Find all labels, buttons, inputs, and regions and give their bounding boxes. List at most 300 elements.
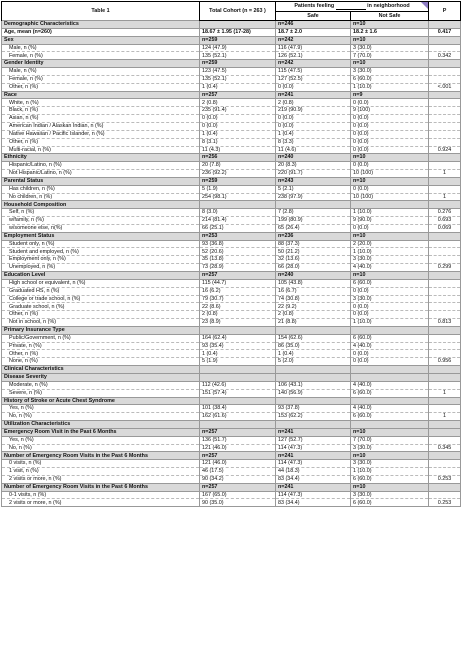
total-cohort-cell: n=253 <box>200 232 276 240</box>
safe-cell: 1 (0.4) <box>276 130 351 138</box>
table-row <box>2 279 461 287</box>
safe-cell <box>276 421 351 429</box>
safe-cell <box>276 201 351 209</box>
total-cohort-cell: 0 (0.0) <box>200 115 276 123</box>
p-value-cell: 1 <box>429 193 461 201</box>
safe-cell: 153 (62.2) <box>276 413 351 421</box>
safe-cell: n=241 <box>276 428 351 436</box>
safe-cell: 44 (18.3) <box>276 468 351 476</box>
p-value-cell: 0.299 <box>429 264 461 272</box>
row-label: Public/Government, n (%) <box>2 334 200 342</box>
total-cohort-cell: 236 (92.2) <box>200 170 276 178</box>
table-row <box>2 491 461 499</box>
not-safe-cell: 2 (20.0) <box>351 240 429 248</box>
section-header-row <box>2 232 461 240</box>
safe-cell: 65 (26.4) <box>276 224 351 232</box>
row-label: Multi-racial, n (%) <box>2 146 200 154</box>
table-row <box>2 248 461 256</box>
row-label: Hispanic/Latino, n (%) <box>2 162 200 170</box>
table-row <box>2 107 461 115</box>
total-cohort-cell: 5 (1.9) <box>200 358 276 366</box>
row-label: Male, n (%) <box>2 44 200 52</box>
safe-cell: 114 (47.3) <box>276 491 351 499</box>
row-label: Student and employed, n (%) <box>2 248 200 256</box>
safe-cell: 127 (52.7) <box>276 436 351 444</box>
table-row <box>2 342 461 350</box>
not-safe-cell: 9 (100) <box>351 107 429 115</box>
table-row <box>2 303 461 311</box>
not-safe-cell <box>351 373 429 381</box>
total-cohort-cell: 8 (3.0) <box>200 209 276 217</box>
table-row <box>2 499 461 507</box>
total-cohort-cell: 112 (42.6) <box>200 381 276 389</box>
table-row <box>2 99 461 107</box>
safe-cell: 106 (43.1) <box>276 381 351 389</box>
total-cohort-cell <box>200 373 276 381</box>
total-cohort-cell: 8 (3.1) <box>200 138 276 146</box>
row-label: Yes, n (%) <box>2 436 200 444</box>
p-value-cell <box>429 21 461 29</box>
p-value-cell: 1 <box>429 389 461 397</box>
row-label: Number of Emergency Room Visits in the Past 6 Months <box>2 452 200 460</box>
row-label: Female, n (%) <box>2 52 200 60</box>
table-row <box>2 413 461 421</box>
p-value-cell: <.001 <box>429 83 461 91</box>
table-row <box>2 256 461 264</box>
section-header-row <box>2 272 461 280</box>
row-label: High school or equivalent, n (%) <box>2 279 200 287</box>
p-value-cell <box>429 130 461 138</box>
row-label: Private, n (%) <box>2 342 200 350</box>
not-safe-cell: n=10 <box>351 60 429 68</box>
safe-cell: n=241 <box>276 483 351 491</box>
not-safe-cell: 0 (0.0) <box>351 350 429 358</box>
not-safe-cell: 0 (0.0) <box>351 358 429 366</box>
table-row <box>2 83 461 91</box>
total-cohort-cell: 167 (65.0) <box>200 491 276 499</box>
p-value-cell <box>429 452 461 460</box>
total-cohort-cell: 18.67 ± 1.95 (17-28) <box>200 28 276 36</box>
not-safe-cell: 3 (30.0) <box>351 295 429 303</box>
not-safe-cell <box>351 366 429 374</box>
row-label: Asian, n (%) <box>2 115 200 123</box>
total-cohort-cell: 1 (0.4) <box>200 130 276 138</box>
not-safe-cell: 3 (30.0) <box>351 68 429 76</box>
table-row <box>2 405 461 413</box>
p-value-cell <box>429 405 461 413</box>
table-row <box>2 334 461 342</box>
safe-cell: 88 (37.3) <box>276 240 351 248</box>
total-cohort-cell: n=259 <box>200 177 276 185</box>
row-label: 0 visits, n (%) <box>2 460 200 468</box>
row-label: 0-1 visits, n (%) <box>2 491 200 499</box>
safe-cell: 32 (13.6) <box>276 256 351 264</box>
not-safe-cell: 4 (40.0) <box>351 264 429 272</box>
total-cohort-cell <box>200 201 276 209</box>
row-label: Primary Insurance Type <box>2 326 200 334</box>
p-value-cell <box>429 232 461 240</box>
table-row <box>2 115 461 123</box>
p-value-cell: 0.342 <box>429 52 461 60</box>
safe-cell: 105 (43.8) <box>276 279 351 287</box>
p-value-cell <box>429 60 461 68</box>
not-safe-cell: 0 (0.0) <box>351 185 429 193</box>
total-cohort-cell: n=257 <box>200 483 276 491</box>
not-safe-cell: 0 (0.0) <box>351 138 429 146</box>
p-value-cell <box>429 201 461 209</box>
table-row <box>2 193 461 201</box>
row-label: Other, n (%) <box>2 138 200 146</box>
safe-cell: 220 (91.7) <box>276 170 351 178</box>
p-value-cell <box>429 115 461 123</box>
corner-flag-icon <box>421 2 428 9</box>
blank-underline <box>336 5 366 10</box>
row-label: Moderate, n (%) <box>2 381 200 389</box>
safe-cell: 127 (52.5) <box>276 75 351 83</box>
row-label: Emergency Room Visit in the Past 6 Months <box>2 428 200 436</box>
not-safe-cell: 1 (10.0) <box>351 468 429 476</box>
not-safe-cell: 3 (30.0) <box>351 256 429 264</box>
table-row <box>2 75 461 83</box>
total-cohort-cell <box>200 326 276 334</box>
safe-cell: 1 (0.4) <box>276 350 351 358</box>
section-header-row <box>2 452 461 460</box>
row-label: Black, n (%) <box>2 107 200 115</box>
section-header-row <box>2 201 461 209</box>
table-row <box>2 319 461 327</box>
safe-cell: 0 (0.0) <box>276 122 351 130</box>
p-value-header: P <box>429 2 461 21</box>
p-value-cell <box>429 279 461 287</box>
table-row <box>2 460 461 468</box>
table-row <box>2 436 461 444</box>
row-label: Number of Emergency Room Visits in the Past 6 Months <box>2 483 200 491</box>
total-cohort-cell: n=257 <box>200 91 276 99</box>
p-value-cell: 0.276 <box>429 209 461 217</box>
row-label: Graduated HS, n (%) <box>2 287 200 295</box>
in-neighborhood-text: in neighborhood <box>367 3 410 10</box>
not-safe-cell: 0 (0.0) <box>351 162 429 170</box>
table-row <box>2 28 461 36</box>
row-label: Parental Status <box>2 177 200 185</box>
p-value-cell: 1 <box>429 170 461 178</box>
table-row <box>2 217 461 225</box>
table-row <box>2 311 461 319</box>
safe-cell: n=243 <box>276 177 351 185</box>
row-label: Disease Severity <box>2 373 200 381</box>
row-label: Household Composition <box>2 201 200 209</box>
p-value-cell <box>429 75 461 83</box>
safe-cell: 154 (62.6) <box>276 334 351 342</box>
table-row <box>2 444 461 452</box>
total-cohort-cell: 121 (46.0) <box>200 460 276 468</box>
row-label: Unemployed, n (%) <box>2 264 200 272</box>
row-label: Other, n (%) <box>2 83 200 91</box>
total-cohort-cell: n=259 <box>200 36 276 44</box>
p-value-cell: 0.345 <box>429 444 461 452</box>
safe-cell: 114 (47.3) <box>276 444 351 452</box>
safe-cell: 126 (52.1) <box>276 52 351 60</box>
not-safe-cell: n=10 <box>351 21 429 29</box>
row-label: Other, n (%) <box>2 350 200 358</box>
total-cohort-cell: 93 (36.8) <box>200 240 276 248</box>
not-safe-cell: n=10 <box>351 272 429 280</box>
total-cohort-cell: 123 (47.5) <box>200 68 276 76</box>
row-label: Employment only, n (%) <box>2 256 200 264</box>
not-safe-cell: 3 (30.0) <box>351 460 429 468</box>
total-cohort-cell: 20 (7.8) <box>200 162 276 170</box>
row-label: Education Level <box>2 272 200 280</box>
total-cohort-cell: 66 (25.1) <box>200 224 276 232</box>
row-label: College or trade school, n (%) <box>2 295 200 303</box>
p-value-cell <box>429 303 461 311</box>
safe-cell: n=242 <box>276 60 351 68</box>
not-safe-cell: n=10 <box>351 177 429 185</box>
table-row <box>2 209 461 217</box>
p-value-cell <box>429 366 461 374</box>
p-value-cell <box>429 256 461 264</box>
row-label: Utilization Characteristics <box>2 421 200 429</box>
safe-cell: 219 (90.9) <box>276 107 351 115</box>
table-row <box>2 170 461 178</box>
not-safe-cell: 0 (0.0) <box>351 146 429 154</box>
section-header-row <box>2 366 461 374</box>
p-value-cell <box>429 122 461 130</box>
safe-cell: 74 (30.8) <box>276 295 351 303</box>
safe-cell: 5 (2.1) <box>276 185 351 193</box>
p-value-cell <box>429 381 461 389</box>
safe-cell: n=246 <box>276 21 351 29</box>
total-cohort-cell: n=257 <box>200 428 276 436</box>
row-label: Female, n (%) <box>2 75 200 83</box>
section-header-row <box>2 373 461 381</box>
not-safe-cell: n=9 <box>351 91 429 99</box>
total-cohort-cell: 151 (57.4) <box>200 389 276 397</box>
not-safe-cell: 0 (0.0) <box>351 130 429 138</box>
safe-cell: 114 (47.3) <box>276 460 351 468</box>
p-value-cell <box>429 350 461 358</box>
table-row <box>2 287 461 295</box>
row-label: 2 visits or more, n (%) <box>2 475 200 483</box>
total-cohort-cell: 214 (81.4) <box>200 217 276 225</box>
p-value-cell: 0.956 <box>429 358 461 366</box>
not-safe-cell: 9 (90.0) <box>351 217 429 225</box>
p-value-cell: 0.693 <box>429 217 461 225</box>
safe-cell: n=241 <box>276 91 351 99</box>
safe-cell: 83 (34.4) <box>276 499 351 507</box>
table-row <box>2 52 461 60</box>
table-row <box>2 146 461 154</box>
total-cohort-cell: 93 (35.4) <box>200 342 276 350</box>
table-row <box>2 240 461 248</box>
not-safe-cell <box>351 397 429 405</box>
table-row <box>2 185 461 193</box>
p-value-cell <box>429 295 461 303</box>
total-cohort-cell: 135 (52.1) <box>200 52 276 60</box>
p-value-cell <box>429 421 461 429</box>
safe-cell: 2 (0.8) <box>276 311 351 319</box>
patients-feeling-header <box>276 2 429 12</box>
p-value-cell <box>429 185 461 193</box>
not-safe-cell: 6 (60.0) <box>351 389 429 397</box>
total-cohort-cell: 0 (0.0) <box>200 122 276 130</box>
not-safe-cell: 0 (0.0) <box>351 311 429 319</box>
table-row <box>2 130 461 138</box>
p-value-cell: 1 <box>429 413 461 421</box>
total-cohort-cell: 22 (8.6) <box>200 303 276 311</box>
safe-cell <box>276 326 351 334</box>
section-header-row <box>2 397 461 405</box>
total-cohort-cell: n=257 <box>200 272 276 280</box>
p-value-cell <box>429 311 461 319</box>
row-label: White, n (%) <box>2 99 200 107</box>
not-safe-cell: 3 (30.0) <box>351 44 429 52</box>
safe-cell: 5 (2.0) <box>276 358 351 366</box>
total-cohort-header: Total Cohort (n = 263 ) <box>200 2 276 21</box>
not-safe-cell: 7 (70.0) <box>351 436 429 444</box>
safe-cell: 238 (97.9) <box>276 193 351 201</box>
safe-cell: 0 (0.0) <box>276 83 351 91</box>
total-cohort-cell: 23 (8.9) <box>200 319 276 327</box>
total-cohort-cell: 90 (35.0) <box>200 499 276 507</box>
table-header-row <box>2 2 461 12</box>
safe-cell: 20 (8.3) <box>276 162 351 170</box>
p-value-cell <box>429 428 461 436</box>
safe-cell: 21 (8.8) <box>276 319 351 327</box>
safe-cell: 22 (9.2) <box>276 303 351 311</box>
section-header-row <box>2 421 461 429</box>
section-header-row <box>2 36 461 44</box>
p-value-cell <box>429 397 461 405</box>
safe-cell: n=236 <box>276 232 351 240</box>
safe-cell: 116 (47.9) <box>276 44 351 52</box>
total-cohort-cell: 136 (51.7) <box>200 436 276 444</box>
p-value-cell <box>429 272 461 280</box>
row-label: American Indian / Alaskan Indian, n (%) <box>2 122 200 130</box>
p-value-cell <box>429 138 461 146</box>
not-safe-cell <box>351 421 429 429</box>
row-label: Student only, n (%) <box>2 240 200 248</box>
total-cohort-cell: 162 (61.6) <box>200 413 276 421</box>
row-label: Native Hawaiian / Pacific Islander, n (%) <box>2 130 200 138</box>
table-row <box>2 68 461 76</box>
total-cohort-cell: 2 (0.8) <box>200 99 276 107</box>
safe-cell <box>276 373 351 381</box>
total-cohort-cell: 235 (91.4) <box>200 107 276 115</box>
p-value-cell: 0.253 <box>429 499 461 507</box>
table-label: Table 1 <box>2 2 200 21</box>
not-safe-cell: 3 (30.0) <box>351 444 429 452</box>
total-cohort-cell: 79 (30.7) <box>200 295 276 303</box>
not-safe-cell: n=10 <box>351 452 429 460</box>
safe-header: Safe <box>276 12 351 21</box>
safe-cell: 199 (80.9) <box>276 217 351 225</box>
total-cohort-cell: 1 (0.4) <box>200 83 276 91</box>
not-safe-cell: n=10 <box>351 428 429 436</box>
not-safe-cell: 10 (100) <box>351 193 429 201</box>
not-safe-cell: 6 (60.0) <box>351 75 429 83</box>
not-safe-cell: n=10 <box>351 483 429 491</box>
total-cohort-cell: n=259 <box>200 60 276 68</box>
not-safe-cell: n=10 <box>351 154 429 162</box>
total-cohort-cell: 73 (28.9) <box>200 264 276 272</box>
p-value-cell: 0.417 <box>429 28 461 36</box>
total-cohort-cell: 46 (17.5) <box>200 468 276 476</box>
row-label: 1 visit, n (%) <box>2 468 200 476</box>
row-label: Ethnicity <box>2 154 200 162</box>
safe-cell: 83 (34.4) <box>276 475 351 483</box>
total-cohort-cell <box>200 421 276 429</box>
row-label: No children, n (%) <box>2 193 200 201</box>
row-label: Demographic Characteristics <box>2 21 200 29</box>
row-label: Not in school, n (%) <box>2 319 200 327</box>
total-cohort-cell: 52 (20.6) <box>200 248 276 256</box>
p-value-cell <box>429 248 461 256</box>
table-row <box>2 350 461 358</box>
table-row <box>2 122 461 130</box>
total-cohort-cell: 2 (0.8) <box>200 311 276 319</box>
p-value-cell <box>429 491 461 499</box>
p-value-cell: 0.813 <box>429 319 461 327</box>
total-cohort-cell: 121 (46.0) <box>200 444 276 452</box>
p-value-cell <box>429 68 461 76</box>
p-value-cell <box>429 177 461 185</box>
not-safe-cell: 6 (60.0) <box>351 413 429 421</box>
safe-cell: 50 (21.2) <box>276 248 351 256</box>
table-row <box>2 389 461 397</box>
not-safe-cell: 4 (40.0) <box>351 381 429 389</box>
section-header-row <box>2 154 461 162</box>
safe-cell: 2 (0.8) <box>276 99 351 107</box>
total-cohort-cell: n=257 <box>200 452 276 460</box>
safe-cell: 16 (6.7) <box>276 287 351 295</box>
not-safe-cell <box>351 201 429 209</box>
patients-feeling-text: Patients feeling <box>294 3 335 10</box>
p-value-cell <box>429 436 461 444</box>
total-cohort-cell: 5 (1.9) <box>200 185 276 193</box>
table-row <box>2 358 461 366</box>
total-cohort-cell: 90 (34.2) <box>200 475 276 483</box>
not-safe-cell: 7 (70.0) <box>351 52 429 60</box>
section-header-row <box>2 483 461 491</box>
total-cohort-cell: n=256 <box>200 154 276 162</box>
row-label: Yes, n (%) <box>2 405 200 413</box>
safe-cell: n=240 <box>276 154 351 162</box>
not-safe-cell: 6 (60.0) <box>351 334 429 342</box>
total-cohort-cell: 115 (44.7) <box>200 279 276 287</box>
not-safe-cell: 0 (0.0) <box>351 224 429 232</box>
total-cohort-cell: 35 (13.8) <box>200 256 276 264</box>
p-value-cell <box>429 44 461 52</box>
row-label: Not Hispanic/Latino, n (%) <box>2 170 200 178</box>
not-safe-cell: 6 (60.0) <box>351 279 429 287</box>
section-header-row <box>2 326 461 334</box>
row-label: Has children, n (%) <box>2 185 200 193</box>
safe-cell <box>276 397 351 405</box>
safe-cell: 7 (2.8) <box>276 209 351 217</box>
p-value-cell <box>429 107 461 115</box>
table-row <box>2 138 461 146</box>
not-safe-cell: 4 (40.0) <box>351 342 429 350</box>
not-safe-cell: 0 (0.0) <box>351 115 429 123</box>
row-label: Clinical Characteristics <box>2 366 200 374</box>
row-label: No, n (%) <box>2 413 200 421</box>
total-cohort-cell <box>200 21 276 29</box>
total-cohort-cell: 135 (52.1) <box>200 75 276 83</box>
not-safe-cell: 4 (40.0) <box>351 405 429 413</box>
not-safe-cell: 0 (0.0) <box>351 99 429 107</box>
table-row <box>2 44 461 52</box>
